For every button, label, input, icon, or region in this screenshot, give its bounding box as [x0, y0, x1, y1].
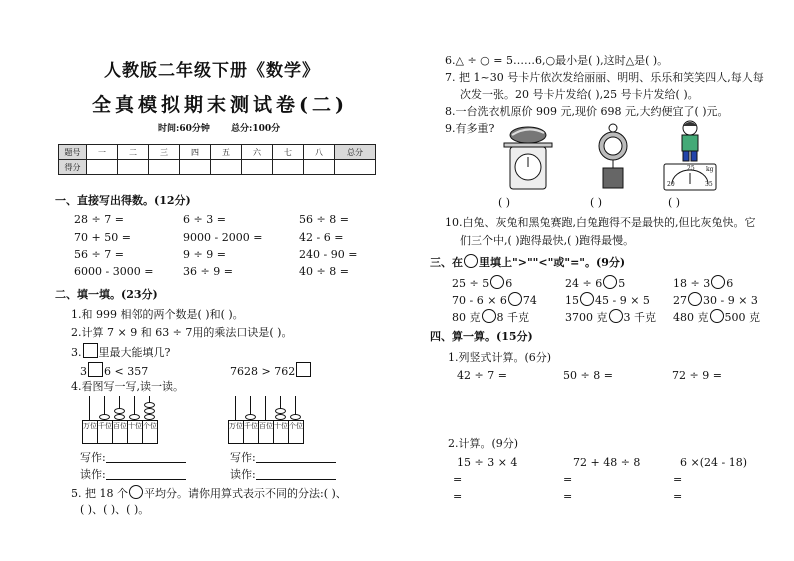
abacus-place: 个位 — [288, 420, 304, 444]
compare-item — [565, 292, 650, 308]
s2-q5-line1 — [71, 485, 347, 501]
abacus-rod — [235, 396, 236, 420]
compare-left: 27 — [673, 294, 687, 307]
compare-right: 8 千克 — [496, 311, 529, 324]
q6: 6.△ ÷ ○ = 5……6,○最小是( ),这时△是( )。 — [445, 54, 669, 67]
write-row-right — [230, 450, 336, 465]
s4-sub1: 1.列竖式计算。(6分) — [448, 351, 552, 364]
score-cell[interactable] — [87, 160, 118, 175]
compare-item — [452, 275, 512, 291]
score-col: 八 — [304, 145, 335, 160]
s2-q3-prefix: 3. — [71, 346, 82, 359]
s1-item: 28 ÷ 7 = — [74, 213, 124, 226]
section2-heading: 二、填一填。(23分) — [55, 288, 158, 301]
abacus-place: 百位 — [258, 420, 274, 444]
s1-item: 56 ÷ 8 = — [299, 213, 349, 226]
q9-blank[interactable]: ( ) — [498, 196, 511, 209]
section1-heading: 一、直接写出得数。(12分) — [55, 194, 191, 207]
s1-item: 6 ÷ 3 = — [183, 213, 226, 226]
compare-item — [673, 275, 733, 291]
compare-left: 15 — [565, 294, 579, 307]
scale-mark-left: 20 — [667, 181, 675, 188]
q9-blank[interactable]: ( ) — [590, 196, 603, 209]
compare-circle[interactable] — [603, 275, 617, 289]
compare-right: 3 千克 — [623, 311, 656, 324]
write-label: 写作: — [80, 451, 106, 464]
score-col: 一 — [87, 145, 118, 160]
abacus-bead — [275, 408, 286, 414]
s1-item: 9000 - 2000 = — [183, 231, 263, 244]
s1-item: 240 - 90 = — [299, 248, 358, 261]
score-cell[interactable] — [304, 160, 335, 175]
s2-q3 — [71, 343, 170, 360]
abacus-bead — [144, 408, 155, 414]
compare-circle[interactable] — [490, 275, 504, 289]
compare-left: 24 ÷ 6 — [565, 277, 603, 290]
mixed-calc: 15 ÷ 3 × 4 — [457, 456, 518, 469]
abacus-right — [228, 396, 308, 444]
abacus-place: 个位 — [142, 420, 158, 444]
score-total-label: 总分 — [335, 145, 376, 160]
s2-q3-b-text: 7628 > 762 — [230, 365, 296, 378]
compare-item — [673, 309, 760, 325]
scale-mark-right: 35 — [705, 181, 713, 188]
score-cell[interactable] — [180, 160, 211, 175]
equals-sign: = — [563, 473, 573, 486]
s2-q3-suffix: 里最大能填几? — [98, 346, 171, 359]
q8: 8.一台洗衣机原价 909 元,现价 698 元,大约便宜了( )元。 — [445, 105, 729, 118]
abacus-rod — [89, 396, 90, 420]
page-title: 人教版二年级下册《数学》 — [104, 61, 320, 81]
exam-total: 总分:100分 — [231, 124, 281, 134]
compare-left: 70 - 6 × 6 — [452, 294, 507, 307]
write-label: 写作: — [230, 451, 256, 464]
section4-heading: 四、算一算。(15分) — [430, 330, 533, 343]
abacus-left — [82, 396, 162, 444]
compare-circle[interactable] — [580, 292, 594, 306]
q10-line1: 10.白兔、灰兔和黑兔赛跑,白兔跑得不是最快的,但比灰兔快。它 — [445, 216, 756, 229]
scale-unit: kg — [706, 166, 714, 173]
kitchen-scale-icon — [498, 123, 558, 193]
abacus-place: 千位 — [243, 420, 259, 444]
compare-circle[interactable] — [508, 292, 522, 306]
s1-item: 6000 - 3000 = — [74, 265, 154, 278]
compare-left: 480 克 — [673, 311, 709, 324]
compare-right: 6 — [726, 277, 734, 290]
s2-q5-a: 5. 把 18 个 — [71, 487, 128, 500]
s1-item: 40 ÷ 8 = — [299, 265, 349, 278]
score-row-label: 题号 — [59, 145, 87, 160]
section3-heading-b: 里填上">""<"或"="。(9分) — [479, 256, 626, 269]
score-col: 六 — [242, 145, 273, 160]
spring-scale-icon — [593, 122, 633, 192]
score-cell[interactable] — [118, 160, 149, 175]
s2-q3-a — [80, 362, 148, 379]
scale-mark-mid: 25 — [687, 165, 695, 172]
abacus-place: 十位 — [273, 420, 289, 444]
answer-line[interactable] — [256, 467, 336, 480]
s2-q2: 2.计算 7 × 9 和 63 ÷ 7用的乘法口诀是( )。 — [71, 326, 293, 339]
compare-circle[interactable] — [711, 275, 725, 289]
s2-q1: 1.和 999 相邻的两个数是( )和( )。 — [71, 308, 244, 321]
answer-line[interactable] — [106, 450, 186, 463]
score-cell[interactable] — [335, 160, 376, 175]
s2-q3-a-left: 3 — [80, 365, 87, 378]
read-label: 读作: — [230, 468, 256, 481]
write-row-left — [80, 450, 186, 465]
s2-q5-b: 平均分。请你用算式表示不同的分法:( )、 — [143, 487, 347, 500]
compare-circle[interactable] — [688, 292, 702, 306]
q7-line2: 次发一张。20 号卡片发给( ),25 号卡片发给( )。 — [460, 88, 699, 101]
vertical-calc: 42 ÷ 7 = — [457, 369, 507, 382]
compare-item — [452, 292, 537, 308]
compare-item — [452, 309, 529, 325]
compare-item — [673, 292, 758, 308]
score-cell[interactable] — [273, 160, 304, 175]
score-col: 三 — [149, 145, 180, 160]
equals-sign: = — [453, 490, 463, 503]
compare-left: 80 克 — [452, 311, 481, 324]
s1-item: 70 + 50 = — [74, 231, 131, 244]
circle-symbol — [129, 485, 143, 499]
page-subtitle: 全真模拟期末测试卷(二) — [92, 94, 348, 116]
compare-right: 74 — [522, 294, 537, 307]
abacus-place: 百位 — [112, 420, 128, 444]
score-cell[interactable] — [211, 160, 242, 175]
answer-box[interactable] — [88, 362, 103, 377]
mixed-calc: 6 ×(24 - 18) — [680, 456, 747, 469]
abacus-bead — [144, 402, 155, 408]
score-col: 七 — [273, 145, 304, 160]
score-row-label: 得分 — [59, 160, 87, 175]
circle-symbol — [464, 254, 478, 268]
q7-line1: 7. 把 1~30 号卡片依次发给丽丽、明明、乐乐和笑笑四人,每人每 — [445, 71, 764, 84]
s1-item: 42 - 6 = — [299, 231, 344, 244]
score-col: 五 — [211, 145, 242, 160]
abacus-bead — [114, 408, 125, 414]
s1-item: 36 ÷ 9 = — [183, 265, 233, 278]
compare-item — [565, 275, 625, 291]
answer-line[interactable] — [106, 467, 186, 480]
abacus-place: 千位 — [97, 420, 113, 444]
q10-line2: 们三个中,( )跑得最快,( )跑得最慢。 — [460, 234, 635, 247]
equals-sign: = — [453, 473, 463, 486]
mixed-calc: 72 + 48 ÷ 8 — [573, 456, 641, 469]
compare-left: 3700 克 — [565, 311, 608, 324]
vertical-calc: 50 ÷ 8 = — [563, 369, 613, 382]
abacus-place: 万位 — [82, 420, 98, 444]
compare-left: 18 ÷ 3 — [673, 277, 711, 290]
s4-sub2: 2.计算。(9分) — [448, 437, 519, 450]
section3-heading — [430, 254, 625, 270]
compare-right: 6 — [505, 277, 513, 290]
compare-right: 45 - 9 × 5 — [595, 294, 650, 307]
read-row-right — [230, 467, 336, 482]
answer-box[interactable] — [83, 343, 98, 358]
read-row-left — [80, 467, 186, 482]
abacus-rod — [265, 396, 266, 420]
compare-right: 500 克 — [724, 311, 760, 324]
exam-time: 时间:60分钟 — [158, 124, 210, 134]
compare-circle[interactable] — [482, 309, 496, 323]
score-cell[interactable] — [149, 160, 180, 175]
answer-line[interactable] — [256, 450, 336, 463]
compare-circle[interactable] — [609, 309, 623, 323]
score-col: 四 — [180, 145, 211, 160]
compare-right: 5 — [618, 277, 626, 290]
equals-sign: = — [673, 490, 683, 503]
s2-q3-a-right: 6 < 357 — [104, 365, 149, 378]
compare-circle[interactable] — [710, 309, 724, 323]
abacus-place: 万位 — [228, 420, 244, 444]
score-table — [58, 144, 376, 175]
q9: 9.有多重? — [445, 122, 495, 135]
score-cell[interactable] — [242, 160, 273, 175]
section3-heading-a: 三、在 — [430, 256, 463, 269]
score-col: 二 — [118, 145, 149, 160]
s2-q4: 4.看图写一写,读一读。 — [71, 380, 184, 393]
answer-box[interactable] — [296, 362, 311, 377]
compare-item — [565, 309, 656, 325]
equals-sign: = — [563, 490, 573, 503]
equals-sign: = — [673, 473, 683, 486]
s2-q5-line2: ( )、( )、( )。 — [80, 503, 150, 516]
s1-item: 9 ÷ 9 = — [183, 248, 226, 261]
read-label: 读作: — [80, 468, 106, 481]
abacus-place: 十位 — [127, 420, 143, 444]
vertical-calc: 72 ÷ 9 = — [672, 369, 722, 382]
s1-item: 56 ÷ 7 = — [74, 248, 124, 261]
q9-blank[interactable]: ( ) — [668, 196, 681, 209]
s2-q3-b — [230, 362, 312, 379]
compare-right: 30 - 9 × 3 — [703, 294, 758, 307]
compare-left: 25 ÷ 5 — [452, 277, 490, 290]
